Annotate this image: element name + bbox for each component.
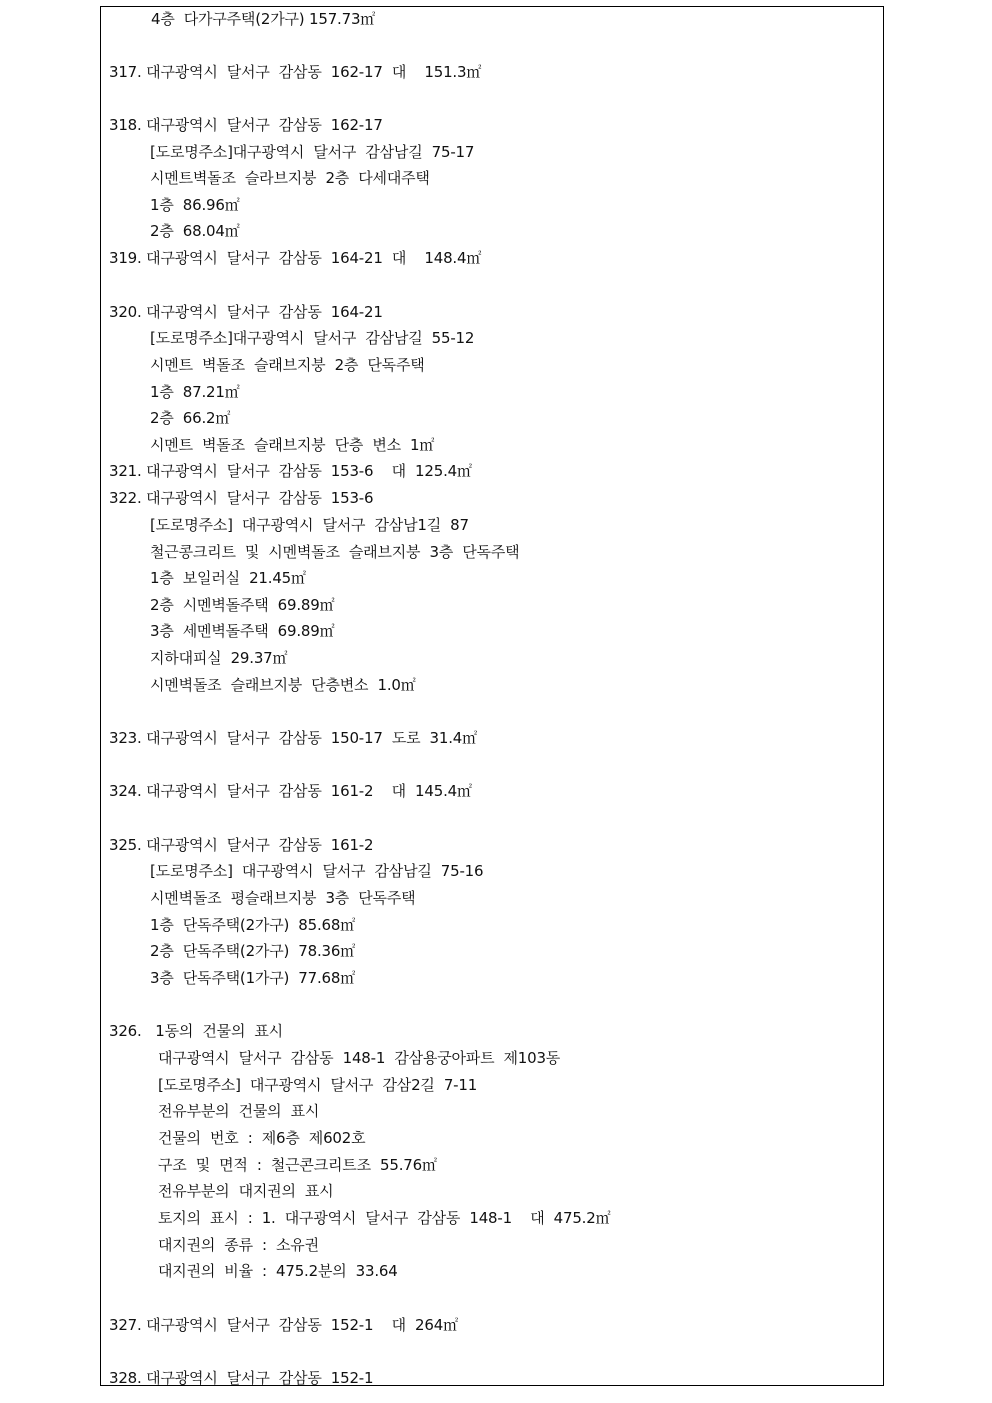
- item-320: 320. 대구광역시 달서구 감삼동 164-21: [109, 303, 383, 321]
- text-line: 시멘트 벽돌조 슬래브지붕 2층 단독주택: [150, 356, 425, 374]
- item-328: 328. 대구광역시 달서구 감삼동 152-1: [109, 1369, 374, 1386]
- text-line: 3층 단독주택(1가구) 77.68㎡: [150, 969, 356, 987]
- document-frame: [100, 6, 884, 1386]
- text-line: 구조 및 면적 : 철근콘크리트조 55.76㎡: [158, 1156, 437, 1174]
- text-line: 대지권의 비율 : 475.2분의 33.64: [158, 1262, 398, 1280]
- text-line: 2층 시멘벽돌주택 69.89㎡: [150, 596, 335, 614]
- text-line: 건물의 번호 : 제6층 제602호: [158, 1129, 366, 1147]
- item-323: 323. 대구광역시 달서구 감삼동 150-17 도로 31.4㎡: [109, 729, 477, 747]
- item-326: 326. 1동의 건물의 표시: [109, 1022, 283, 1040]
- text-line: 지하대피실 29.37㎡: [150, 649, 288, 667]
- text-line: [도로명주소]대구광역시 달서구 감삼남길 55-12: [150, 329, 475, 347]
- text-line: 1층 87.21㎡: [150, 383, 240, 401]
- text-line: 2층 66.2㎡: [150, 409, 231, 427]
- text-line: 대지권의 종류 : 소유권: [158, 1236, 319, 1254]
- item-317: 317. 대구광역시 달서구 감삼동 162-17 대 151.3㎡: [109, 63, 482, 81]
- text-line: 3층 세멘벽돌주택 69.89㎡: [150, 622, 335, 640]
- text-line: 1층 보일러실 21.45㎡: [150, 569, 306, 587]
- text-line: [도로명주소] 대구광역시 달서구 감삼2길 7-11: [158, 1076, 478, 1094]
- item-327: 327. 대구광역시 달서구 감삼동 152-1 대 264㎡: [109, 1316, 458, 1334]
- text-line: [도로명주소] 대구광역시 달서구 감삼남1길 87: [150, 516, 469, 534]
- item-321: 321. 대구광역시 달서구 감삼동 153-6 대 125.4㎡: [109, 462, 472, 480]
- text-line: 시멘벽돌조 평슬래브지붕 3층 단독주택: [150, 889, 416, 907]
- item-318: 318. 대구광역시 달서구 감삼동 162-17: [109, 116, 383, 134]
- text-line: 전유부분의 건물의 표시: [158, 1102, 320, 1120]
- text-line: 전유부분의 대지권의 표시: [158, 1182, 334, 1200]
- text-line: [도로명주소] 대구광역시 달서구 감삼남길 75-16: [150, 862, 484, 880]
- item-322: 322. 대구광역시 달서구 감삼동 153-6: [109, 489, 374, 507]
- text-line: [도로명주소]대구광역시 달서구 감삼남길 75-17: [150, 143, 475, 161]
- text-line: 대구광역시 달서구 감삼동 148-1 감삼용궁아파트 제103동: [158, 1049, 561, 1067]
- text-line: 시멘트벽돌조 슬라브지붕 2층 다세대주택: [150, 169, 430, 187]
- text-line: 철근콩크리트 및 시멘벽돌조 슬래브지붕 3층 단독주택: [150, 543, 520, 561]
- item-319: 319. 대구광역시 달서구 감삼동 164-21 대 148.4㎡: [109, 249, 482, 267]
- item-325: 325. 대구광역시 달서구 감삼동 161-2: [109, 836, 374, 854]
- text-line: 1층 86.96㎡: [150, 196, 240, 214]
- text-line: 1층 단독주택(2가구) 85.68㎡: [150, 916, 356, 934]
- text-line: 토지의 표시 : 1. 대구광역시 달서구 감삼동 148-1 대 475.2㎡: [158, 1209, 611, 1227]
- item-324: 324. 대구광역시 달서구 감삼동 161-2 대 145.4㎡: [109, 782, 472, 800]
- text-line: 시멘벽돌조 슬래브지붕 단층변소 1.0㎡: [150, 676, 416, 694]
- text-line: 시멘트 벽돌조 슬래브지붕 단층 변소 1㎡: [150, 436, 435, 454]
- text-line: 2층 68.04㎡: [150, 222, 240, 240]
- text-line: 4층 다가구주택(2가구) 157.73㎡: [151, 10, 376, 28]
- text-line: 2층 단독주택(2가구) 78.36㎡: [150, 942, 356, 960]
